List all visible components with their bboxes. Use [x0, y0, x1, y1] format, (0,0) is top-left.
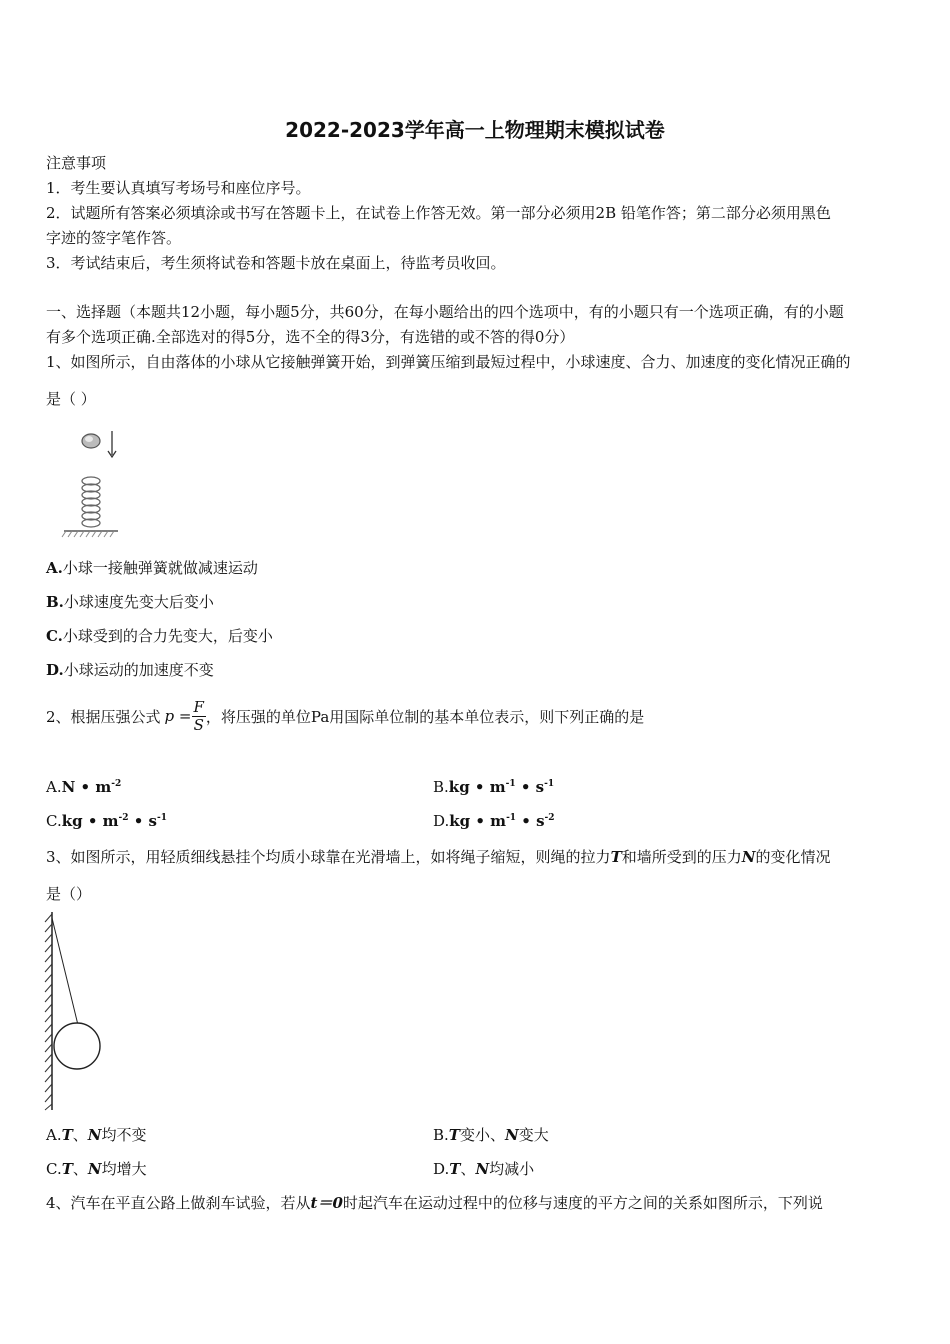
page-title: 2022-2023学年高一上物理期末模拟试卷 [285, 118, 665, 142]
notice-item: 1．考生要认真填写考场号和座位序号。 [46, 179, 311, 197]
question-3-stem: 3、如图所示，用轻质细线悬挂个均质小球靠在光滑墙上，如将绳子缩短，则绳的拉力T和墙所受到的压力N的变化情况 [46, 848, 831, 866]
q1-option-a[interactable]: A.小球一接触弹簧就做减速运动 [46, 559, 258, 577]
q2-option-d[interactable]: D.kg • $m^{-1}$ • $s^{-2}$ [433, 812, 555, 830]
q1-option-d[interactable]: D.小球运动的加速度不变 [46, 661, 214, 679]
notice-item: 2．试题所有答案必须填涂或书写在答题卡上，在试卷上作答无效。第一部分必须用2B 铅笔作答；第二部分必须用黑色 [46, 204, 831, 222]
q3-option-b[interactable]: B.T变小、N变大 [433, 1126, 549, 1144]
pressure-formula-fraction: $\frac{F}{S}$ [193, 698, 204, 734]
q1-option-c[interactable]: C.小球受到的合力先变大，后变小 [46, 627, 273, 645]
q2-option-a[interactable]: A.N • $m^{-2}$ [46, 778, 122, 796]
q1-option-b[interactable]: B.小球速度先变大后变小 [46, 593, 214, 611]
notice-item: 3．考试结束后，考生须将试卷和答题卡放在桌面上，待监考员收回。 [46, 254, 506, 272]
notice-item: 字迹的签字笔作答。 [46, 229, 182, 247]
q3-option-c[interactable]: C.T、N均增大 [46, 1160, 147, 1178]
spring-ball-figure [60, 425, 130, 545]
wall-ball-figure [40, 910, 110, 1115]
section-intro: 一、选择题（本题共12小题，每小题5分，共60分，在每小题给出的四个选项中，有的小题只有一个选项正确，有的小题 [46, 303, 844, 321]
question-1-stem: 是（ ） [46, 390, 96, 408]
section-intro: 有多个选项正确.全部选对的得5分，选不全的得3分，有选错的或不答的得0分） [46, 328, 575, 346]
formula-lhs: p = [164, 707, 192, 725]
question-3-stem: 是（） [46, 885, 92, 903]
q2-option-b[interactable]: B.kg • $m^{-1}$ • $s^{-1}$ [433, 778, 555, 796]
q3-option-a[interactable]: A.T、N均不变 [46, 1126, 147, 1144]
question-2-stem: 2、根据压强公式 p = $\frac{F}{S}$ ，将压强的单位Pa用国际单位制的基本单位表示，则下列正确的是 [46, 698, 645, 734]
question-4-stem: 4、汽车在平直公路上做刹车试验，若从t＝0时起汽车在运动过程中的位移与速度的平方之间的关系如图所示，下列说 [46, 1194, 823, 1212]
q3-option-d[interactable]: D.T、N均减小 [433, 1160, 535, 1178]
question-1-stem: 1、如图所示，自由落体的小球从它接触弹簧开始，到弹簧压缩到最短过程中，小球速度、合力、加速度的变化情况正确的 [46, 353, 851, 371]
notice-heading: 注意事项 [46, 154, 107, 172]
q2-option-c[interactable]: C.kg • $m^{-2}$ • $s^{-1}$ [46, 812, 167, 830]
